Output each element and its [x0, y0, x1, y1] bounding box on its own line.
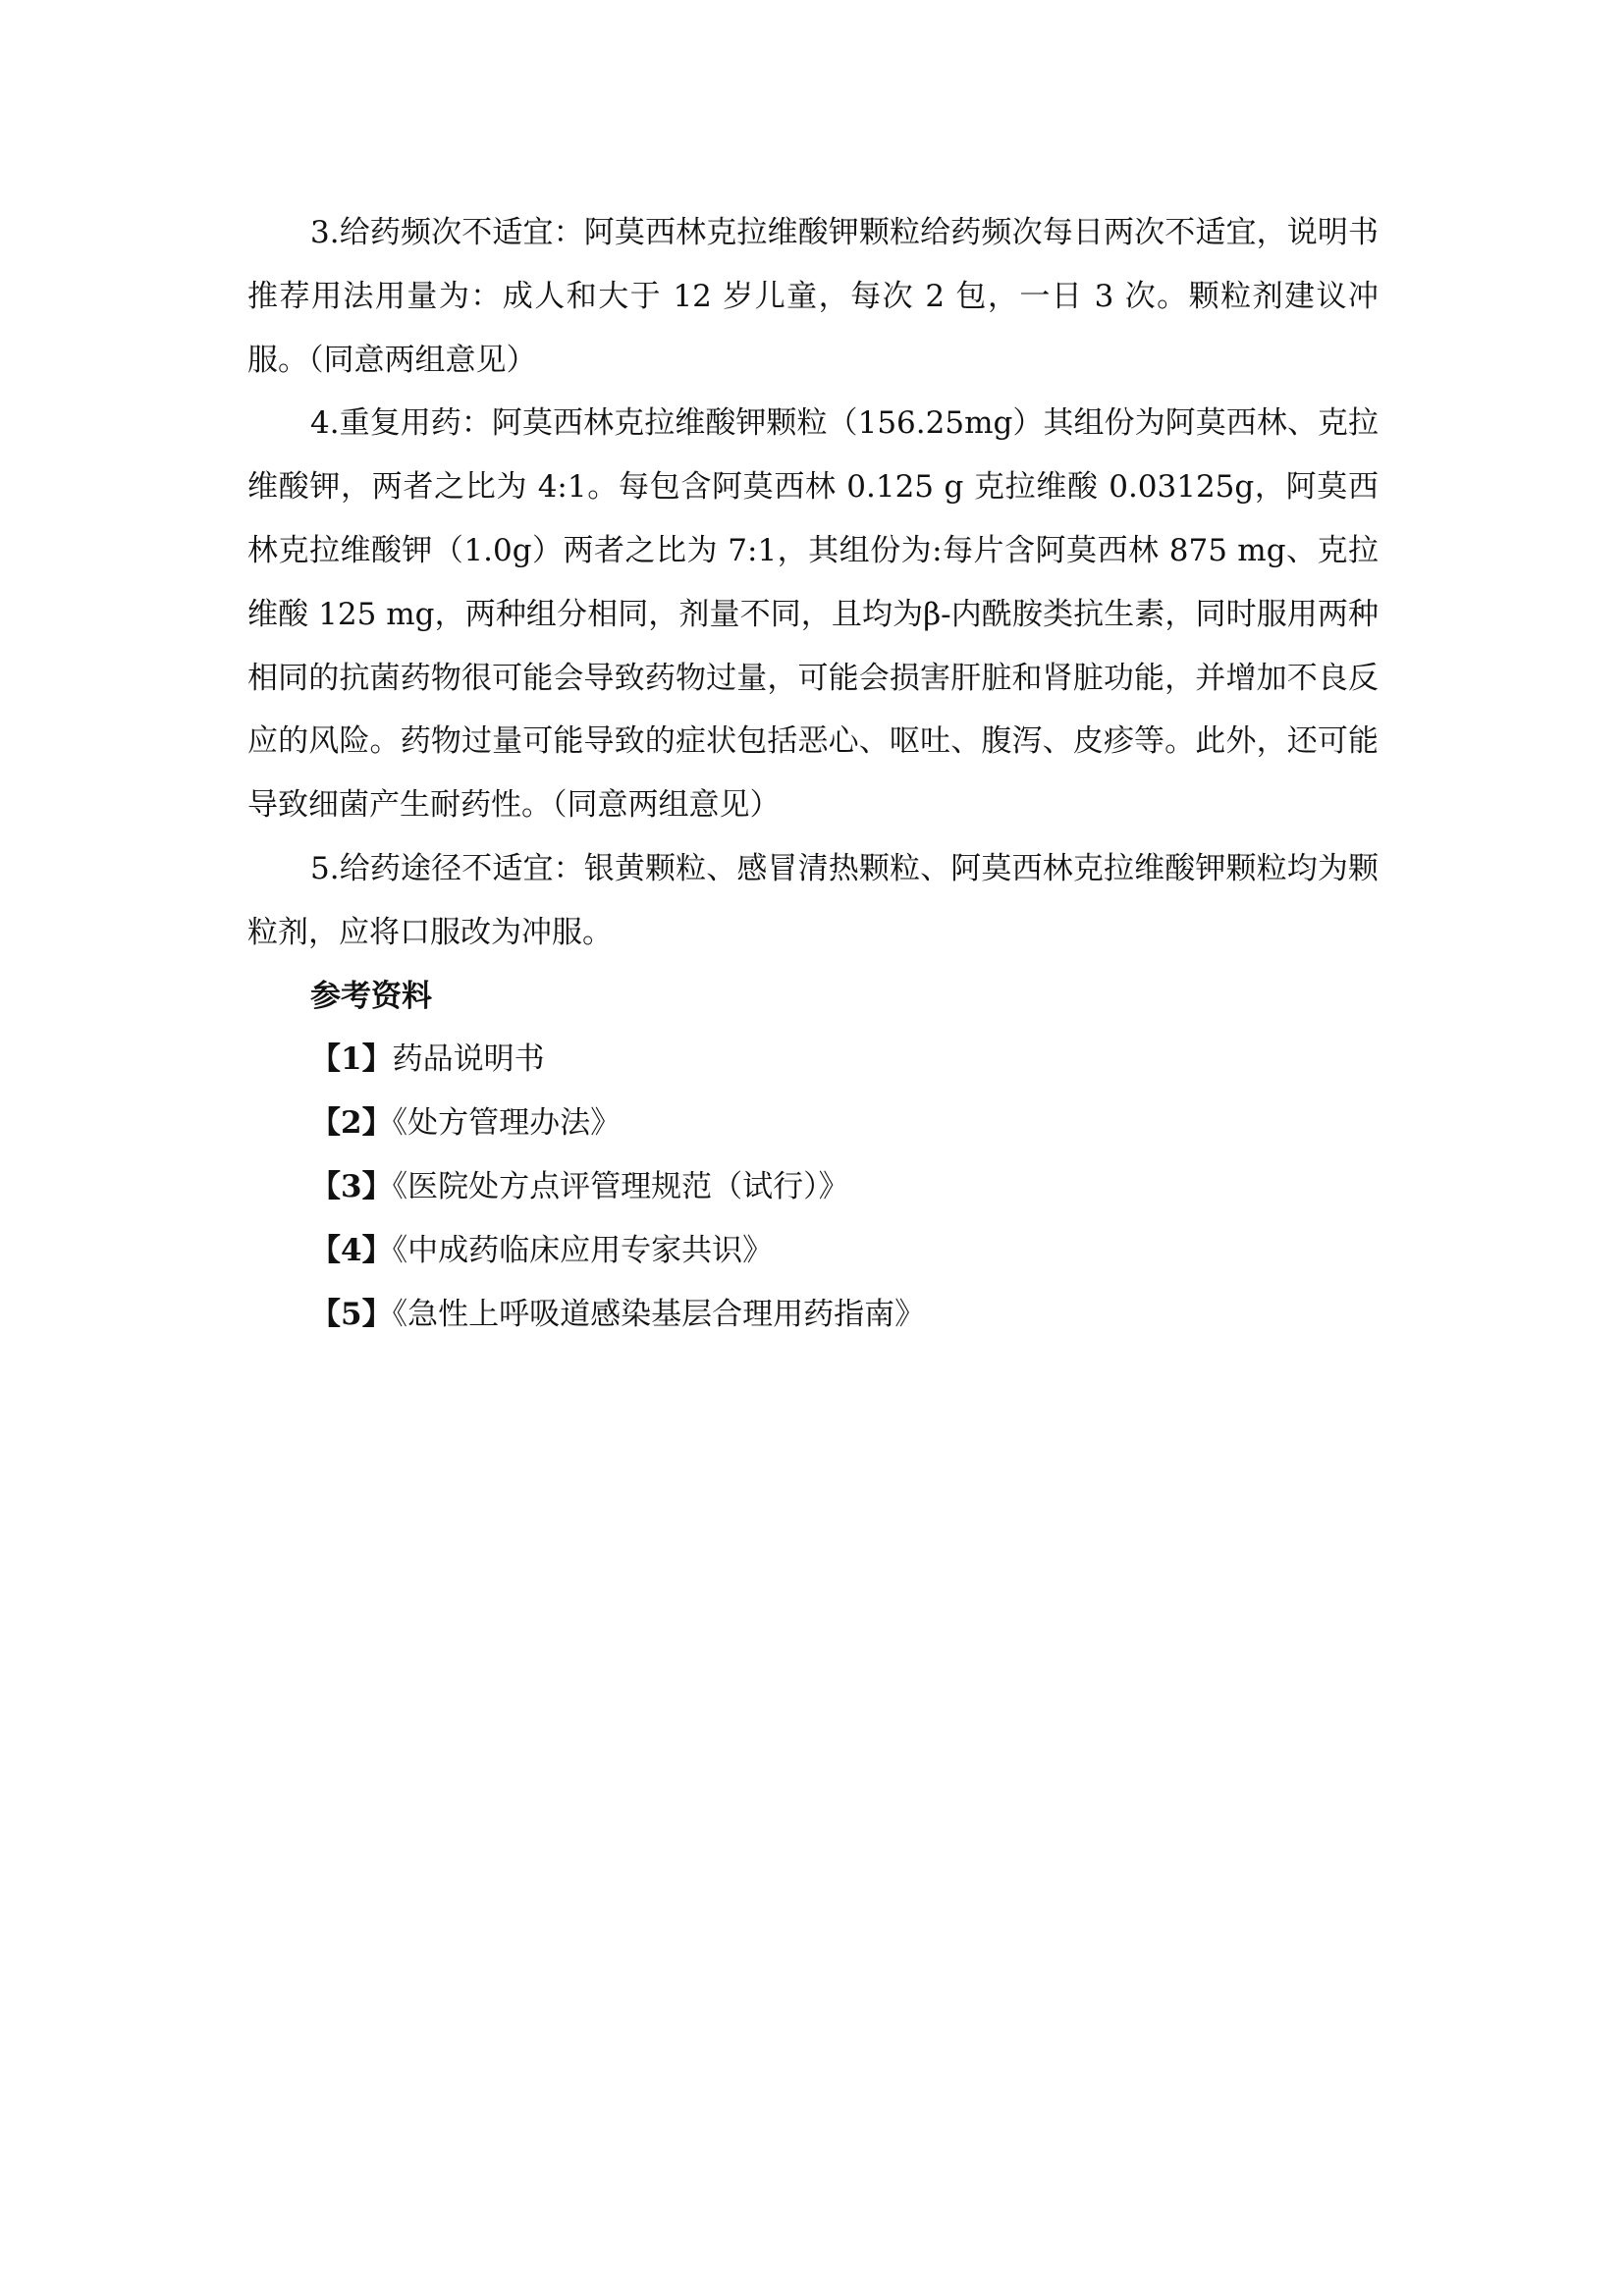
- reference-title: 《处方管理办法》: [392, 1105, 622, 1142]
- paragraph-administration-route: 5.给药途径不适宜：银黄颗粒、感冒清热颗粒、阿莫西林克拉维酸钾颗粒均为颗粒剂，应将口服改为冲服。: [247, 850, 1379, 950]
- reference-title: 《医院处方点评管理规范（试行）》: [392, 1168, 849, 1204]
- reference-item: [247, 1219, 1379, 1283]
- document-body: [247, 201, 1379, 1346]
- reference-item: [247, 1092, 1379, 1155]
- reference-title: 《急性上呼吸道感染基层合理用药指南》: [392, 1296, 926, 1332]
- paragraph-duplicate-medication: 4.重复用药：阿莫西林克拉维酸钾颗粒（156.25mg）其组份为阿莫西林、克拉维酸钾，两者之比为 4:1。每包含阿莫西林 0.125 g 克拉维酸 0.03125g，阿莫西林克拉维酸钾（1.0g）两者之比为 7:1，其组份为:每片含阿莫西林 875 mg、克拉维酸 125 mg，两种组分相同，剂量不同，且均为β-内酰胺类抗生素，同时服用两种相同的抗菌药物很可能会导致药物过量，可能会损害肝脏和肾脏功能，并增加不良反应的风险。药物过量可能导致的症状包括恶心、呕吐、腹泻、皮疹等。此外，还可能导致细菌产生耐药性。（同意两组意见）: [247, 405, 1379, 824]
- paragraph-dosing-frequency: 3.给药频次不适宜：阿莫西林克拉维酸钾颗粒给药频次每日两次不适宜，说明书推荐用法用量为：成人和大于 12 岁儿童，每次 2 包，一日 3 次。颗粒剂建议冲服。（同意两组意见）: [247, 215, 1379, 378]
- reference-item: [247, 1028, 1379, 1092]
- reference-number: 【2】: [310, 1105, 393, 1142]
- reference-number: 【1】: [310, 1041, 393, 1078]
- reference-item: [247, 1283, 1379, 1347]
- references-heading: 参考资料: [310, 978, 432, 1014]
- references-list: [247, 1028, 1379, 1346]
- reference-number: 【3】: [310, 1168, 393, 1204]
- reference-number: 【4】: [310, 1232, 393, 1268]
- reference-title: 《中成药临床应用专家共识》: [392, 1232, 774, 1268]
- reference-number: 【5】: [310, 1296, 393, 1332]
- reference-item: [247, 1155, 1379, 1219]
- reference-title: 药品说明书: [392, 1041, 545, 1078]
